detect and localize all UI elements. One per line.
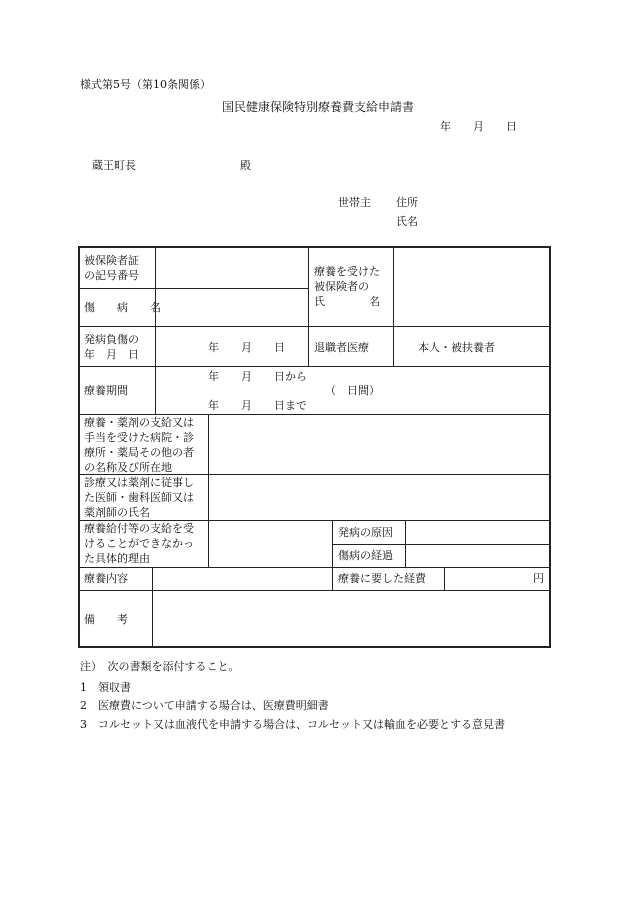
cause-label: 発病の原因 (338, 526, 393, 539)
reason-label: 療養給付等の支給を受 けることができなかっ た具体的理由 (84, 522, 194, 565)
addressee: 蔵王町長 (92, 159, 136, 172)
doctor-label: 診療又は薬剤に従事し た医師・歯科医師又は 薬剤師の氏名 (84, 476, 194, 519)
note-item: 3 コルセット又は血液代を申請する場合は、コルセット又は輸血を必要とする意見書 (80, 718, 505, 731)
hospital-label: 療養・薬剤の支給又は 手当を受けた病院・診 療所・薬局その他の者 の名称及び所在地 (84, 416, 194, 474)
period-from: 年 月 日から (208, 370, 307, 383)
form-number: 様式第5号（第10条関係） (80, 78, 211, 91)
treatment-label: 療養内容 (84, 572, 128, 585)
note-item: 2 医療費について申請する場合は、医療費明細書 (80, 699, 329, 712)
date-line: 年 月 日 (440, 120, 517, 133)
retiree-label: 退職者医療 (314, 341, 369, 354)
insured-cert-label: 被保険者証 の記号番号 (84, 254, 139, 282)
note-item: 1 領収書 (80, 681, 131, 694)
honorific: 殿 (240, 159, 251, 172)
period-days: （ 日間） (325, 384, 380, 397)
name-label: 氏名 (396, 215, 418, 228)
illness-name-label: 傷 病 名 (84, 301, 161, 314)
document-title: 国民健康保険特別療養費支給申請書 (222, 100, 415, 114)
expense-label: 療養に要した経費 (338, 572, 426, 585)
period-to: 年 月 日まで (208, 399, 307, 412)
onset-date-label: 発病負傷の 年 月 日 (84, 333, 139, 361)
course-label: 傷病の経過 (338, 549, 393, 562)
remarks-label: 備 考 (84, 613, 128, 626)
address-label: 住所 (396, 196, 418, 209)
applicant-label: 世帯主 (338, 196, 371, 209)
recipient-name-label: 療養を受けた 被保険者の 氏 名 (314, 265, 380, 308)
notes-intro: 注） 次の書類を添付すること。 (80, 660, 240, 673)
retiree-value: 本人・被扶養者 (418, 341, 495, 354)
onset-date-value: 年 月 日 (208, 341, 285, 354)
period-label: 療養期間 (84, 384, 128, 397)
yen-unit: 円 (533, 572, 544, 585)
